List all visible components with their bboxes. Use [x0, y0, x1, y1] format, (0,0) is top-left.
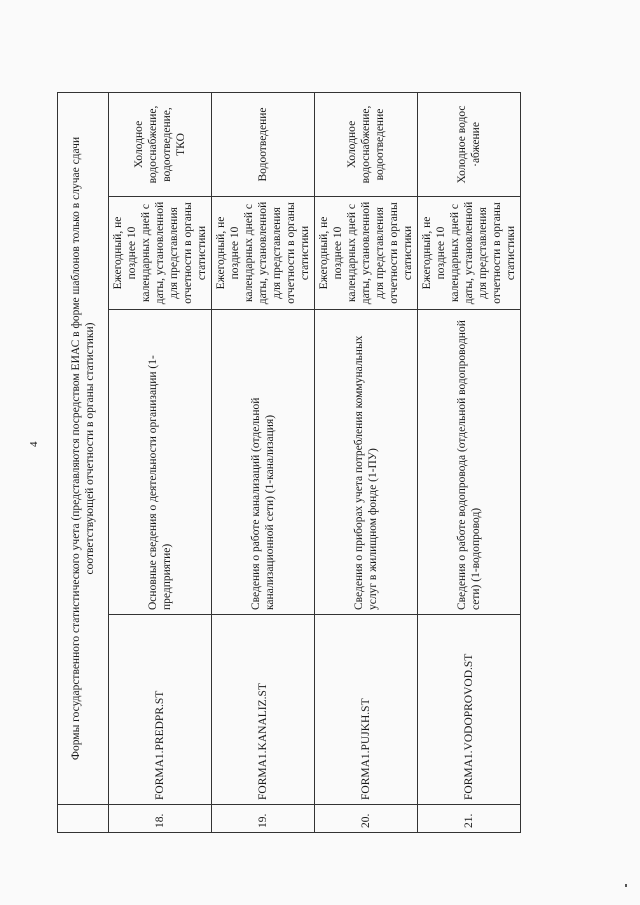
section-title-row [58, 92, 109, 832]
form-description: Основные сведения о деятельности организации (1-предприятие) [109, 310, 212, 615]
service-type: Холодное водос ·абжение [418, 92, 521, 196]
form-description: Сведения о работе водопровода (отдельной водопроводной сети) (1-водопровод) [418, 310, 521, 615]
service-type: Холодное водоснабжение, водоотведение, ТКО [109, 92, 212, 196]
scan-speck [625, 884, 627, 887]
form-code: FORMA1.KANALIZ.ST [212, 615, 315, 805]
section-title: Формы государственного статистического учета (представляются посредством ЕИАС в форме шаблонов только в случае сдачи соответствующей отчетности в органы статистики) [58, 92, 109, 804]
row-number: 21. [418, 805, 521, 833]
row-number: 19. [212, 805, 315, 833]
row-number: 20. [315, 805, 418, 833]
rotated-document-table [57, 93, 518, 833]
submission-deadline: Ежегодный, не позднее 10 календарных дней с даты, установленной для представления отчетности в органы статистики [315, 197, 418, 310]
empty-corner-cell [58, 805, 109, 833]
submission-deadline: Ежегодный, не позднее 10 календарных дней с даты, установленной для представления отчетности в органы статистики [109, 197, 212, 310]
form-code: FORMA1.PREDPR.ST [109, 615, 212, 805]
form-code: FORMA1.VODOPROVOD.ST [418, 615, 521, 805]
row-number: 18. [109, 805, 212, 833]
table-row [418, 92, 521, 832]
form-code: FORMA1.PUJKH.ST [315, 615, 418, 805]
submission-deadline: Ежегодный, не позднее 10 календарных дней с даты, установленной для представления отчетности в органы статистики [418, 197, 521, 310]
statistics-forms-table [57, 92, 521, 833]
form-description: Сведения о работе канализаций (отдельной канализационной сети) (1-канализация) [212, 310, 315, 615]
table-row [109, 92, 212, 832]
page-number: 4 [28, 441, 40, 447]
form-description: Сведения о приборах учета потребления коммунальных услуг в жилищном фонде (1-ПУ) [315, 310, 418, 615]
submission-deadline: Ежегодный, не позднее 10 календарных дней с даты, установленной для представления отчетности в органы статистики [212, 197, 315, 310]
table-row [315, 92, 418, 832]
service-type: Водоотведение [212, 92, 315, 196]
service-type: Холодное водоснабжение, водоотведение [315, 92, 418, 196]
table-row [212, 92, 315, 832]
